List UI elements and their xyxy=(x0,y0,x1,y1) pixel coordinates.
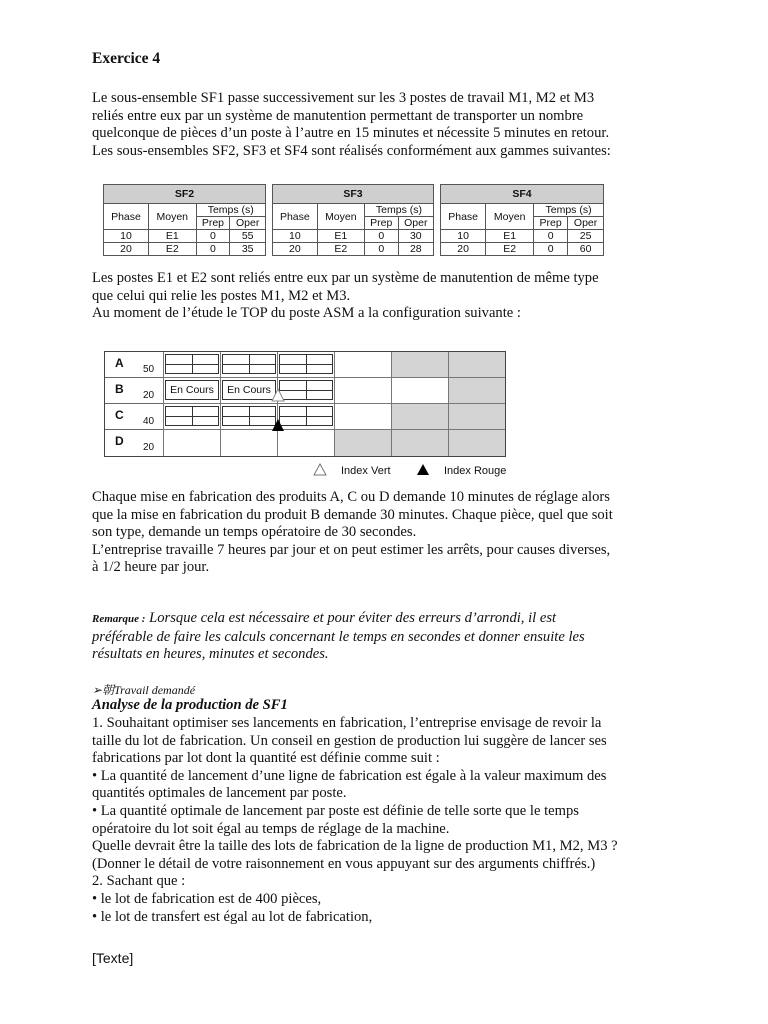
col-moyen: Moyen xyxy=(317,204,364,230)
table-sf3 xyxy=(272,184,434,256)
board-cell xyxy=(163,430,220,456)
kanban-card xyxy=(279,354,333,374)
legend-rouge-icon xyxy=(416,463,430,476)
col-temps: Temps (s) xyxy=(196,204,266,217)
board-cell-red-zone xyxy=(334,430,391,456)
board-cell xyxy=(220,430,277,456)
remarque-text: préférable de faire les calculs concernant le temps en secondes et donner ensuite les xyxy=(92,628,585,645)
board-cell xyxy=(277,378,334,404)
text-line: Les postes E1 et E2 sont reliés entre eux par un système de manutention de même type xyxy=(92,270,599,286)
board-row-d: D 20 xyxy=(115,434,155,453)
text-line: • le lot de fabrication est de 400 pièces, xyxy=(92,890,322,907)
table-row: 20 E2 0 28 xyxy=(273,243,434,256)
kanban-card xyxy=(222,406,276,426)
footer-placeholder: [Texte] xyxy=(92,950,134,966)
kanban-card xyxy=(165,406,219,426)
top-board xyxy=(104,351,506,457)
table-row: 10 E1 0 30 xyxy=(273,230,434,243)
section-title: Analyse de la production de SF1 xyxy=(92,697,288,713)
text-line: son type, demande un temps opératoire de 30 secondes. xyxy=(92,524,417,541)
text-line: (Donner le détail de votre raisonnement en vous appuyant sur des arguments chiffrés.) xyxy=(92,855,596,872)
text-line: 2. Sachant que : xyxy=(92,873,186,890)
board-cell-red-zone xyxy=(448,352,505,378)
table-row: 20 E2 0 60 xyxy=(441,243,604,256)
text-line: à 1/2 heure par jour. xyxy=(92,559,210,576)
intro-line: reliés entre eux par un système de manutention permettant de transporter un nombre xyxy=(92,107,584,124)
text-line: opératoire du lot soit égal au temps de réglage de la machine. xyxy=(92,820,450,837)
travail-demande-heading: ➢朝Travail demandé xyxy=(92,683,196,697)
text-line: • le lot de transfert est égal au lot de fabrication, xyxy=(92,908,373,925)
index-rouge-icon xyxy=(271,418,285,432)
col-prep: Prep xyxy=(364,217,398,230)
board-cell xyxy=(277,404,334,430)
board-cell xyxy=(277,430,334,456)
text-line: taille du lot de fabrication. Un conseil en gestion de production lui suggère de lancer ses xyxy=(92,732,607,749)
col-prep: Prep xyxy=(196,217,230,230)
kanban-card xyxy=(222,354,276,374)
board-cell-red-zone xyxy=(391,404,448,430)
board-cell-red-zone xyxy=(391,352,448,378)
text-line: 1. Souhaitant optimiser ses lancements en fabrication, l’entreprise envisage de revoir la xyxy=(92,715,602,731)
remarque-label: Remarque : xyxy=(92,613,146,625)
col-moyen: Moyen xyxy=(148,204,196,230)
col-phase: Phase xyxy=(273,204,318,230)
text-line: L’entreprise travaille 7 heures par jour et on peut estimer les arrêts, pour causes diverses, xyxy=(92,541,611,558)
kanban-card xyxy=(165,354,219,374)
col-temps: Temps (s) xyxy=(534,204,604,217)
intro-line: quelconque de pièces d’un poste à l’autre en 15 minutes et nécessite 5 minutes en retour. xyxy=(92,125,610,142)
col-oper: Oper xyxy=(568,217,604,230)
board-cell xyxy=(334,352,391,378)
table-row: 10 E1 0 25 xyxy=(441,230,604,243)
intro-paragraph xyxy=(92,90,692,160)
board-cell-red-zone xyxy=(448,404,505,430)
board-cell-red-zone xyxy=(391,430,448,456)
questions-block xyxy=(92,715,692,926)
remarque-text: résultats en heures, minutes et secondes. xyxy=(92,646,329,663)
board-cell xyxy=(163,352,220,378)
board-cell-red-zone xyxy=(448,378,505,404)
legend-vert-label: Index Vert xyxy=(341,465,391,477)
paragraph-3 xyxy=(92,489,692,577)
en-cours-card: En Cours xyxy=(165,380,219,400)
col-oper: Oper xyxy=(230,217,266,230)
text-line: • La quantité de lancement d’une ligne de fabrication est égale à la valeur maximum des xyxy=(92,767,607,784)
col-temps: Temps (s) xyxy=(364,204,433,217)
col-prep: Prep xyxy=(534,217,568,230)
text-line: que la mise en fabrication du produit B demande 30 minutes. Chaque pièce, quel que soit xyxy=(92,506,613,523)
board-cell xyxy=(334,404,391,430)
exercise-title: Exercice 4 xyxy=(92,50,161,67)
board-cell xyxy=(334,378,391,404)
board-cell xyxy=(163,378,220,404)
table-row: 20 E2 0 35 xyxy=(104,243,266,256)
table-title: SF3 xyxy=(273,185,434,204)
text-line: que celui qui relie les postes M1, M2 et M3. xyxy=(92,287,351,304)
en-cours-card: En Cours xyxy=(222,380,276,400)
text-line: Au moment de l’étude le TOP du poste ASM a la configuration suivante : xyxy=(92,305,521,322)
board-cell-red-zone xyxy=(448,430,505,456)
table-sf2 xyxy=(103,184,266,256)
col-phase: Phase xyxy=(104,204,149,230)
legend-vert-icon xyxy=(313,463,327,476)
board-row-a: A 50 xyxy=(105,352,163,378)
kanban-card xyxy=(279,406,333,426)
index-vert-icon xyxy=(271,388,285,402)
legend-rouge-label: Index Rouge xyxy=(444,465,507,477)
text-line: Chaque mise en fabrication des produits A, C ou D demande 10 minutes de réglage alors xyxy=(92,489,610,505)
board-cell xyxy=(277,352,334,378)
kanban-card xyxy=(279,380,333,400)
board-cell xyxy=(220,378,277,404)
board-row-c: C 40 xyxy=(105,404,163,430)
board-cell xyxy=(391,378,448,404)
table-sf4 xyxy=(440,184,604,256)
col-phase: Phase xyxy=(441,204,486,230)
text-line: fabrications par lot dont la quantité est définie comme suit : xyxy=(92,750,440,767)
board-cell xyxy=(220,352,277,378)
board-cell xyxy=(220,404,277,430)
intro-line: Le sous-ensemble SF1 passe successivement sur les 3 postes de travail M1, M2 et M3 xyxy=(92,90,595,106)
remarque-text: Lorsque cela est nécessaire et pour éviter des erreurs d’arrondi, il est xyxy=(149,610,557,626)
text-line: quantités optimales de lancement par poste. xyxy=(92,785,347,802)
text-line: • La quantité optimale de lancement par poste est définie de telle sorte que le temps xyxy=(92,802,579,819)
board-row-b: B 20 xyxy=(105,378,163,404)
text-line: Quelle devrait être la taille des lots de fabrication de la ligne de production M1, M2, M3 ? xyxy=(92,838,618,855)
col-moyen: Moyen xyxy=(486,204,534,230)
table-title: SF4 xyxy=(441,185,604,204)
paragraph-2 xyxy=(92,270,692,323)
board-cell xyxy=(163,404,220,430)
table-title: SF2 xyxy=(104,185,266,204)
remarque-block xyxy=(92,610,692,664)
col-oper: Oper xyxy=(398,217,433,230)
intro-line: Les sous-ensembles SF2, SF3 et SF4 sont réalisés conformément aux gammes suivantes: xyxy=(92,142,611,159)
table-row: 10 E1 0 55 xyxy=(104,230,266,243)
